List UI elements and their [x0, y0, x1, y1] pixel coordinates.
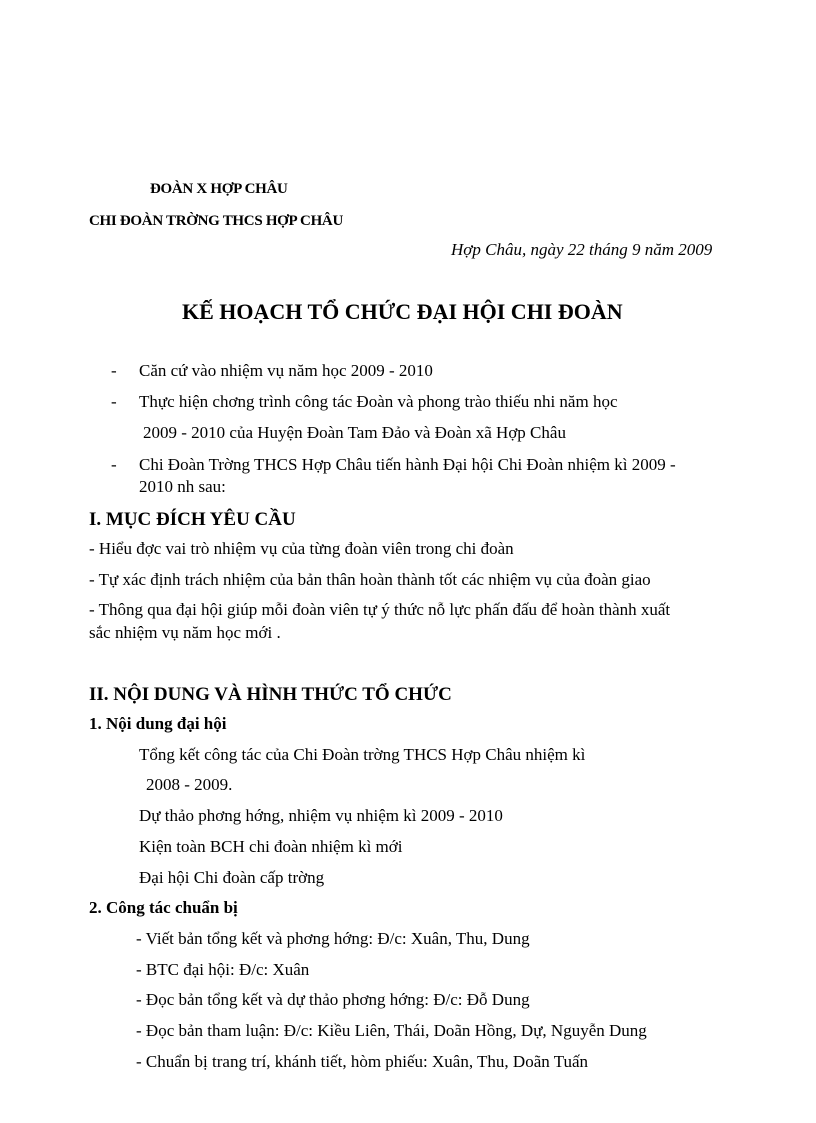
preamble-item-3-line-2: 2010 nh sau:: [139, 477, 226, 496]
section-1-line-1: - Hiểu đợc vai trò nhiệm vụ của từng đoàn viên trong chi đoàn: [89, 539, 514, 558]
section-1-heading: I. MỤC ĐÍCH YÊU CẦU: [89, 509, 296, 530]
section-1-line-3a: - Thông qua đại hội giúp mỗi đoàn viên tự ý thức nỗ lực phấn đấu để hoàn thành xuất: [89, 600, 671, 619]
subsection-1-line-5: Đại hội Chi đoàn cấp trờng: [139, 868, 325, 887]
subsection-1-line-4: Kiện toàn BCH chi đoàn nhiệm kì mới: [139, 837, 403, 856]
subsection-1-line-3: Dự thảo phơng hớng, nhiệm vụ nhiệm kì 2009 - 2010: [139, 806, 503, 825]
preamble-item-2-line-2: 2009 - 2010 của Huyện Đoàn Tam Đảo và Đoàn xã Hợp Châu: [143, 423, 566, 442]
preamble-item-2-line-1: Thực hiện chơng trình công tác Đoàn và phong trào thiếu nhi năm học: [139, 392, 618, 411]
subsection-2-line-4: - Đọc bản tham luận: Đ/c: Kiều Liên, Thái, Doãn Hồng, Dự, Nguyễn Dung: [136, 1021, 647, 1040]
subsection-2-line-2: - BTC đại hội: Đ/c: Xuân: [136, 960, 310, 979]
section-1-line-2: - Tự xác định trách nhiệm của bản thân hoàn thành tốt các nhiệm vụ của đoàn giao: [89, 570, 651, 589]
subsection-1-line-1: Tổng kết công tác của Chi Đoàn trờng THCS Hợp Châu nhiệm kì: [139, 745, 586, 764]
org-line-2: CHI ĐOÀN TRỜNG THCS HỢP CHÂU: [89, 213, 343, 229]
subsection-2-heading: 2. Công tác chuẩn bị: [89, 898, 238, 917]
document-date: Hợp Châu, ngày 22 tháng 9 năm 2009: [451, 240, 713, 259]
section-2-heading: II. NỘI DUNG VÀ HÌNH THỨC TỔ CHỨC: [89, 684, 452, 705]
subsection-1-heading: 1. Nội dung đại hội: [89, 714, 227, 733]
subsection-1-line-2: 2008 - 2009.: [146, 775, 233, 794]
page-title: KẾ HOẠCH TỔ CHỨC ĐẠI HỘI CHI ĐOÀN: [182, 299, 623, 324]
subsection-2-line-1: - Viết bản tổng kết và phơng hớng: Đ/c: Xuân, Thu, Dung: [136, 929, 530, 948]
preamble-item-3-line-1: Chi Đoàn Trờng THCS Hợp Châu tiến hành Đại hội Chi Đoàn nhiệm kì 2009 -: [139, 455, 676, 474]
bullet-1: -: [111, 361, 117, 380]
bullet-2: -: [111, 392, 117, 411]
bullet-3: -: [111, 455, 117, 474]
subsection-2-line-5: - Chuẩn bị trang trí, khánh tiết, hòm phiếu: Xuân, Thu, Doãn Tuấn: [136, 1052, 589, 1071]
section-1-line-3b: sắc nhiệm vụ năm học mới .: [89, 623, 281, 642]
org-line-1: ĐOÀN X HỢP CHÂU: [150, 181, 288, 197]
subsection-2-line-3: - Đọc bản tổng kết và dự thảo phơng hớng: Đ/c: Đỗ Dung: [136, 990, 530, 1009]
preamble-item-1: Căn cứ vào nhiệm vụ năm học 2009 - 2010: [139, 361, 433, 380]
